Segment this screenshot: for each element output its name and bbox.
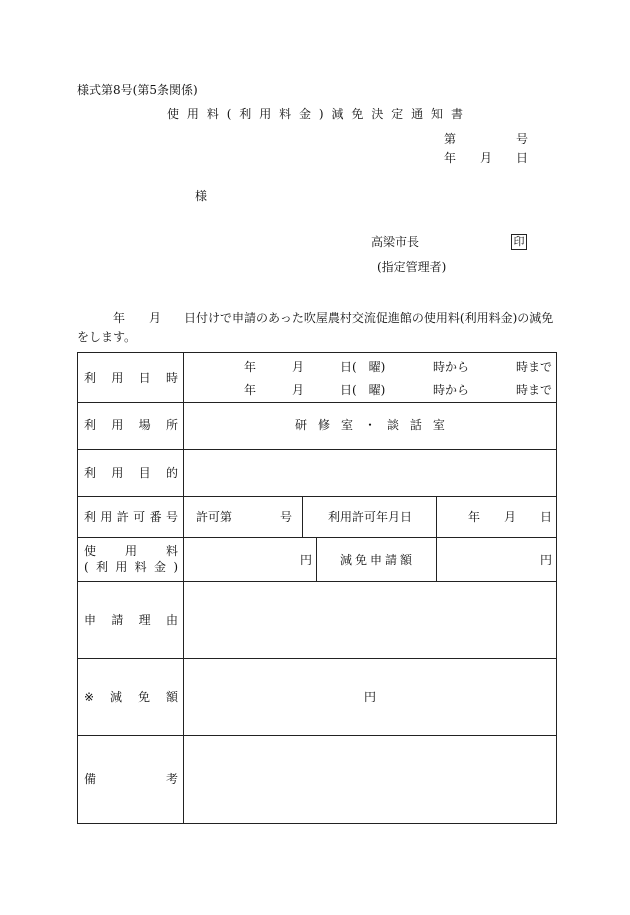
- body-text-line2: をします。: [77, 330, 137, 344]
- column-divider: [183, 353, 184, 823]
- title-char: 免: [351, 107, 364, 121]
- usage-row1-year: 年: [244, 360, 257, 374]
- label-char: 所: [165, 418, 178, 432]
- reduction-amount-yen: 円: [364, 690, 377, 704]
- seal-mark: 印: [511, 234, 527, 250]
- label-char: ): [173, 560, 178, 574]
- label-char: 金: [153, 560, 166, 574]
- row-divider: [78, 496, 556, 497]
- reduction-decision-table: [77, 352, 557, 824]
- row-divider: [78, 735, 556, 736]
- place-char: 話: [409, 418, 422, 432]
- title-char: 金: [299, 107, 312, 121]
- body-year: 年: [113, 311, 126, 325]
- label-char: (: [84, 560, 89, 574]
- label-char: 場: [138, 418, 151, 432]
- manager-label: (指定管理者): [377, 260, 447, 274]
- place-char: ・: [363, 418, 376, 432]
- title-char: 知: [431, 107, 444, 121]
- label-char: 番: [149, 510, 162, 524]
- label-char: 額: [165, 690, 178, 704]
- place-value: [295, 419, 445, 431]
- label-char: 申: [84, 613, 97, 627]
- permit-date-label: 利用許可年月日: [328, 510, 413, 524]
- fee-yen: 円: [300, 553, 313, 567]
- permit-date-year: 年: [468, 510, 481, 524]
- row-divider: [78, 449, 556, 450]
- place-char: 室: [340, 418, 353, 432]
- row-divider: [78, 658, 556, 659]
- label-char: 利: [84, 510, 97, 524]
- remarks-label: [84, 773, 178, 785]
- usage-row2-month: 月: [292, 383, 305, 397]
- column-divider: [436, 496, 437, 537]
- column-divider: [316, 537, 317, 581]
- permit-number-suffix: 号: [280, 510, 293, 524]
- usage-row1-month: 月: [292, 360, 305, 374]
- label-char: 使: [84, 544, 97, 558]
- title-char: 通: [411, 107, 424, 121]
- label-char: 用: [115, 560, 128, 574]
- place-char: 室: [432, 418, 445, 432]
- label-char: 利: [84, 371, 97, 385]
- title-char: 決: [371, 107, 384, 121]
- label-char: 号: [165, 510, 178, 524]
- reduction-amount-label: [84, 691, 178, 703]
- purpose-label: [84, 467, 178, 479]
- label-char: ※: [84, 690, 95, 704]
- label-char: 免: [137, 690, 150, 704]
- reduction-request-yen: 円: [540, 553, 553, 567]
- title-char: 使: [167, 107, 180, 121]
- label-char: 料: [134, 560, 147, 574]
- label-char: 可: [133, 510, 146, 524]
- issuer-name: 高梁市長: [371, 235, 420, 249]
- date-month: 月: [480, 151, 493, 165]
- body-text-line1: 日付けで申請のあった吹屋農村交流促進館の使用料(利用料金)の減免: [184, 311, 554, 325]
- label-char: 利: [96, 560, 109, 574]
- permit-number-prefix: 許可第: [196, 510, 233, 524]
- label-char: 由: [165, 613, 178, 627]
- usage-row2-year: 年: [244, 383, 257, 397]
- row-divider: [78, 402, 556, 403]
- number-suffix: 号: [516, 132, 529, 146]
- label-char: 料: [165, 544, 178, 558]
- place-char: 研: [295, 418, 308, 432]
- title-char: 料: [206, 107, 219, 121]
- column-divider: [436, 537, 437, 581]
- label-char: 目: [138, 466, 151, 480]
- usage-row2-from: 時から: [433, 383, 470, 397]
- date-day: 日: [516, 151, 529, 165]
- label-char: 考: [165, 772, 178, 786]
- date-year: 年: [444, 151, 457, 165]
- label-char: 日: [138, 371, 151, 385]
- addressee-suffix: 様: [195, 189, 208, 203]
- permit-date-month: 月: [504, 510, 517, 524]
- number-prefix: 第: [444, 132, 457, 146]
- title-char: 用: [186, 107, 199, 121]
- usage-row1-day: 日( 曜): [340, 360, 386, 374]
- place-char: 談: [386, 418, 399, 432]
- label-char: 時: [165, 371, 178, 385]
- usage-datetime-label: [84, 372, 178, 384]
- column-divider: [302, 496, 303, 537]
- row-divider: [78, 537, 556, 538]
- row-divider: [78, 581, 556, 582]
- label-char: 用: [111, 418, 124, 432]
- document-title: [167, 108, 463, 120]
- form-number: 様式第8号(第5条関係): [77, 83, 198, 97]
- usage-row2-day: 日( 曜): [340, 383, 386, 397]
- label-char: 理: [138, 613, 151, 627]
- permit-date-day: 日: [540, 510, 553, 524]
- usage-row1-from: 時から: [433, 360, 470, 374]
- reduction-request-label: 減免申請額: [340, 553, 416, 567]
- title-char: ): [318, 107, 324, 121]
- title-char: 利: [239, 107, 252, 121]
- label-char: 用: [111, 371, 124, 385]
- label-char: 利: [84, 418, 97, 432]
- label-char: 備: [84, 772, 97, 786]
- place-char: 修: [317, 418, 330, 432]
- reason-label: [84, 614, 178, 626]
- body-month: 月: [149, 311, 162, 325]
- fee-label-line1: [84, 545, 178, 557]
- permit-number-label: [84, 511, 178, 523]
- title-char: 書: [450, 107, 463, 121]
- label-char: 用: [124, 544, 137, 558]
- label-char: 用: [100, 510, 113, 524]
- usage-row2-to: 時まで: [516, 383, 553, 397]
- title-char: 減: [331, 107, 344, 121]
- place-label: [84, 419, 178, 431]
- label-char: 許: [116, 510, 129, 524]
- label-char: 利: [84, 466, 97, 480]
- title-char: 定: [391, 107, 404, 121]
- title-char: 用: [259, 107, 272, 121]
- label-char: 減: [110, 690, 123, 704]
- fee-label-line2: [84, 561, 178, 573]
- label-char: 用: [111, 466, 124, 480]
- label-char: 的: [165, 466, 178, 480]
- label-char: 請: [111, 613, 124, 627]
- title-char: (: [226, 107, 232, 121]
- title-char: 料: [279, 107, 292, 121]
- usage-row1-to: 時まで: [516, 360, 553, 374]
